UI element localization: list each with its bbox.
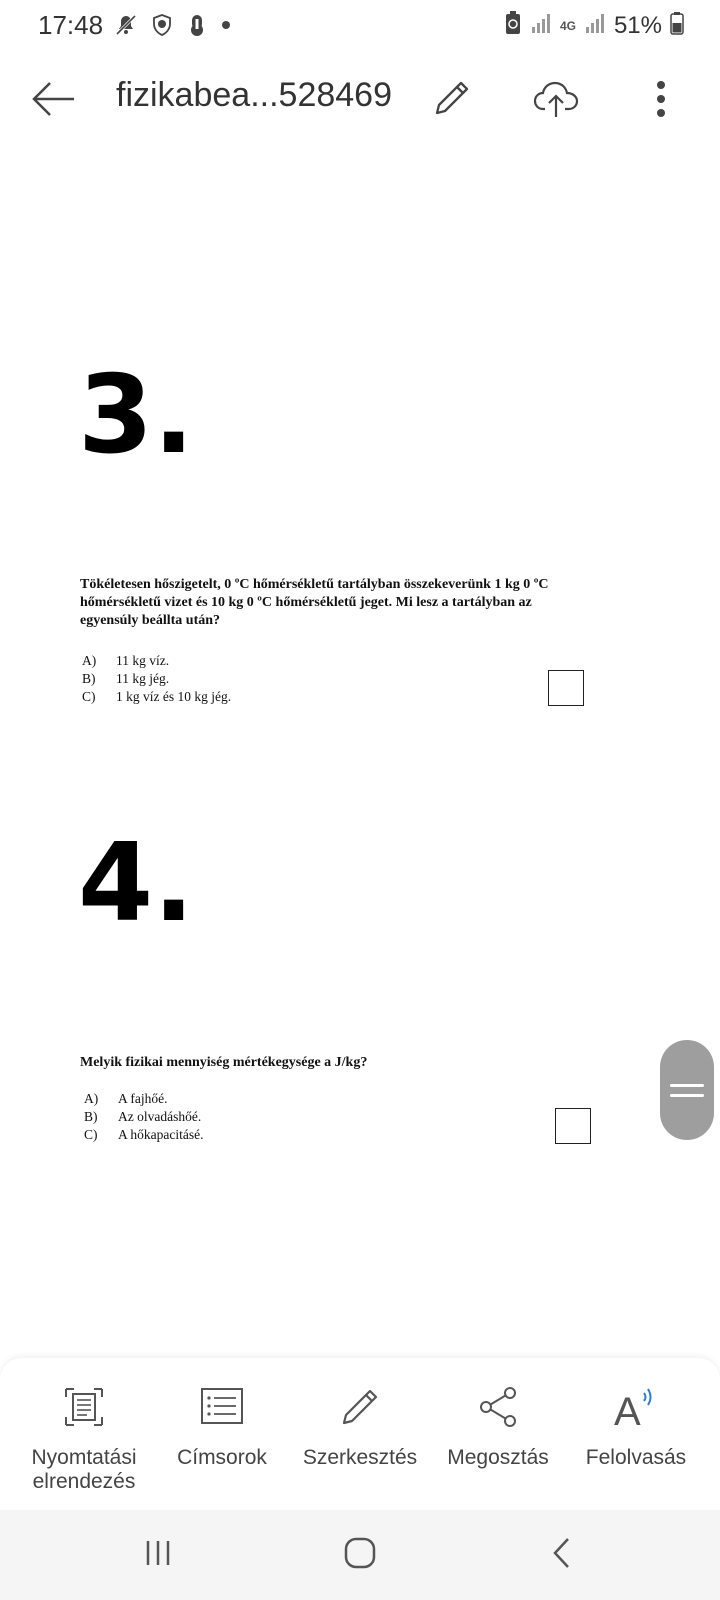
battery-percent: 51%	[613, 11, 662, 39]
question-text-3: Tökéletesen hőszigetelt, 0 ºC hőmérsékletű tartályban összekeverünk 1 kg 0 ºC hőmérsékletű vizet és 10 kg 0 ºC hőmérsékletű jeget. Mi lesz a tartályban az egyensúly beállta után?	[80, 577, 549, 628]
mute-icon	[114, 13, 138, 42]
battery-saver-icon	[504, 10, 522, 41]
signal-icon	[584, 11, 606, 40]
dot-icon	[220, 13, 232, 42]
handle-line	[670, 1094, 704, 1097]
toolbar-label: Szerkesztés	[302, 1446, 418, 1469]
answer-box-4	[555, 1108, 591, 1144]
scroll-handle[interactable]	[660, 1040, 714, 1140]
toolbar-headings[interactable]	[150, 1358, 294, 1510]
question-number-3: 3.	[78, 353, 195, 478]
bottom-toolbar	[0, 1358, 720, 1510]
recents-button[interactable]	[130, 1530, 186, 1580]
status-bar	[0, 0, 720, 52]
system-nav-bar	[0, 1510, 720, 1600]
toolbar-edit[interactable]	[288, 1358, 432, 1510]
edit-button[interactable]	[422, 72, 480, 130]
handle-line	[670, 1084, 704, 1087]
recents-icon	[143, 1538, 173, 1573]
toolbar-label: Megosztás	[447, 1446, 549, 1469]
document-title: fizikabea...528469	[116, 76, 392, 114]
toolbar-share[interactable]	[426, 1358, 570, 1510]
option-b: B) Az olvadáshőé.	[84, 1109, 202, 1124]
signal-icon	[530, 11, 552, 40]
home-button[interactable]	[332, 1530, 388, 1580]
back-button[interactable]	[24, 72, 82, 130]
shield-icon	[150, 13, 174, 42]
question-number-4: 4.	[78, 821, 195, 946]
more-vert-icon	[655, 79, 667, 124]
status-icons-right	[504, 10, 684, 41]
toolbar-read-aloud[interactable]	[564, 1358, 708, 1510]
nav-back-button[interactable]	[534, 1530, 590, 1580]
pencil-icon	[338, 1382, 382, 1432]
options-list-3	[82, 652, 231, 706]
option-c: C) A hőkapacitásé.	[84, 1127, 204, 1142]
back-arrow-icon	[30, 79, 76, 124]
status-icons-left	[114, 13, 232, 42]
cloud-upload-icon	[532, 79, 580, 124]
options-list-4	[84, 1090, 203, 1144]
print-layout-icon	[62, 1382, 106, 1432]
toolbar-label: Nyomtatási elrendezés	[31, 1446, 137, 1493]
toolbar-label: Címsorok	[177, 1446, 267, 1469]
more-options-button[interactable]	[632, 72, 690, 130]
battery-icon	[670, 11, 684, 40]
pencil-icon	[429, 77, 473, 126]
option-a: A) 11 kg víz.	[82, 653, 170, 668]
svg-text:A: A	[614, 1390, 641, 1429]
toolbar-print-layout[interactable]	[12, 1358, 156, 1510]
answer-box-3	[548, 670, 584, 706]
option-c: C) 1 kg víz és 10 kg jég.	[82, 689, 232, 704]
headings-icon	[200, 1382, 244, 1432]
app-bar	[0, 52, 720, 150]
thermometer-icon	[186, 13, 208, 42]
status-time: 17:48	[38, 10, 104, 40]
toolbar-label: Felolvasás	[585, 1446, 687, 1469]
share-icon	[476, 1382, 520, 1432]
home-icon	[343, 1536, 377, 1575]
upload-button[interactable]	[527, 72, 585, 130]
network-type: 4G	[559, 18, 576, 33]
read-aloud-icon	[612, 1382, 660, 1432]
question-text-4: Melyik fizikai mennyiség mértékegysége a J/kg?	[80, 1055, 368, 1070]
back-icon	[550, 1536, 574, 1575]
option-b: B) 11 kg jég.	[82, 671, 170, 686]
document-page[interactable]	[0, 150, 720, 1360]
option-a: A) A fajhőé.	[84, 1091, 168, 1106]
